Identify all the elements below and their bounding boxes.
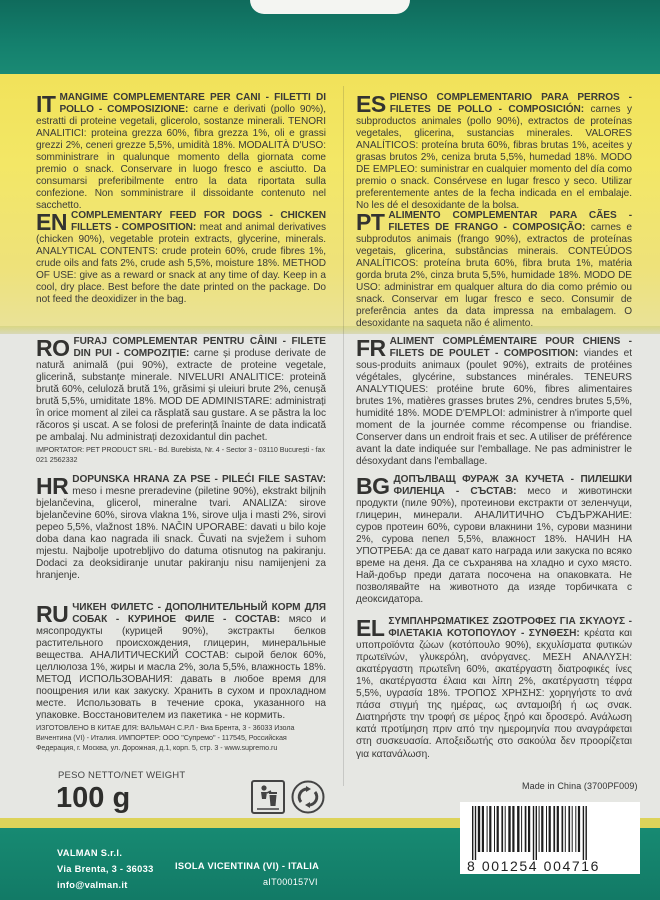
hang-notch [250, 0, 410, 14]
barcode-bar [536, 806, 537, 860]
lang-code: PT [356, 209, 385, 235]
barcode-bar [517, 806, 519, 852]
lang-code: IT [36, 91, 56, 117]
made-in-label: Made in China (3700PF009) [522, 781, 638, 791]
lang-block-ro [36, 336, 326, 465]
barcode-bar [533, 806, 534, 860]
barcode-bar [482, 806, 484, 852]
lang-text: meso i mesne preradevine (piletine 90%), ekstrakt biljnih bjelančevina, glicerol, mineralne tvari. ANALIZA: sirove bjelančevine 60%, sirova vlakna 1%, sirove ulja i masti 2%, sirovi pepeo 5,5%, vlažnost 18%. NAČIN UPORABE: davati u bilo koje doba dana kao nagrada ili snack. Čuvati na svježem i suhom mjestu. Najbolje upotrebljivo do datuma otisnutog na pakiranju. Dodaci za deoksidiranje unutar pakiranju nisu namijenjeni za hranjenje. [36, 486, 326, 582]
lang-block-bg [356, 474, 632, 607]
lang-text: мясо и мясопродукты (курицей 90%), экстракты белков растительного происхождения, глицерин, минеральные вещества. АНАЛИТИЧЕСКИЙ СОСТАВ: сырой белок 60%, целлюлоза 1%, жиры и масла 2%, зола 5,5%, влажность 18%. МЕТОД ИСПОЛЬЗОВАНИЯ: давать в любое время для поощрения или как закуску. Хранить в сухом и прохладном месте. Использовать в течение срока, указанного на упаковке. Восстановителем из пакетика - не кормить. [36, 614, 327, 722]
lang-code: HR [36, 473, 69, 499]
lang-code: EN [36, 209, 67, 235]
column-divider [343, 86, 344, 786]
lang-code: FR [356, 335, 386, 361]
lang-text: κρέατα και υποπροϊόντα ζώων (κοτόπουλο 90%), εκχυλίσματα φυτικών πρωτεϊνών, γλυκερόλη, ανόργανες. ΜΕΣΗ ΑΝΑΛΥΣΗ: ακατέργαστη πρωτεΐνη 60%, ακατέργαστη διατροφικές ίνες 1%, ακατέργαστα έλαια και λίπη 2%, ακατέργαστη τέφρα 5,5%, υγρασία 18%. ΤΡΟΠΟΣ ΧΡΗΣΗΣ: χορηγήστε το ανά πάσα στιγμή της ημέρας, ως ανταμοιβή ή ως σνακ. Διατηρήστε την τροφή σε μέρος ξηρό και δροσερό. Ανάλωση κατά προτίμηση πριν από την ημερομηνία που αναγράφεται στη συσκευασία. Αποξειδωτής στο σακούλα δεν προορίζεται για κατανάλωση. [356, 628, 632, 760]
net-weight-label: PESO NETTO/NET WEIGHT [58, 770, 186, 781]
barcode-bar [497, 806, 499, 852]
barcode-bar [553, 806, 555, 852]
barcode-bar [505, 806, 506, 852]
barcode-bar [508, 806, 510, 852]
lang-text: viandes et sous-produits animaux (poulet 90%), extraits de protéines végétales, glycérine, substances minérales. TENEURS ANALYTIQUES: protéine brute 60%, fibres alimentaires brutes 1%, matières grasses brutes 2%, cendres brutes 5,5%, humidité 18%. MODE D'EMPLOI: administrer à n'importe quel moment de la journée comme récompense ou friandise. Conserver dans un endroit frais et sec. A utiliser de préférence avant la date indiquée sur l'emballage. Ne pas administrer le désoxydant dans l'emballage. [356, 348, 632, 468]
company-email: info@valman.it [57, 880, 128, 890]
lang-block-hr [36, 474, 326, 582]
lot-code: aIT000157VI [263, 877, 318, 887]
recycle-icon [291, 780, 325, 814]
lang-code: ES [356, 91, 386, 117]
lang-block-it [36, 92, 326, 212]
lang-heading: DOPUNSKA HRANA ZA PSE - PILEĆI FILE SASTAV: [72, 474, 326, 485]
barcode-bar [565, 806, 566, 852]
lang-heading: ЧИКЕН ФИЛЕТС - ДОПОЛНИТЕЛЬНЫЙ КОРМ ДЛЯ СОБАК - КУРИНОЕ ФИЛЕ - СОСТАВ: [72, 602, 326, 626]
lang-text: meat and animal derivatives (chicken 90%), vegetable protein extracts, glycerine, minerals. ANALYTICAL CONTENTS: crude protein 60%, crude fibres 1%, crude oils and fats 2%, crude ash 5,5%, moisture 18%. METHOD OF USE: give as a reward or snack at any time of day. Keep in a cool, dry place. Best before the date printed on the package. Do not feed the deoxidizer in the bag. [36, 222, 326, 306]
lang-heading: ДОПЪЛВАЩ ФУРАЖ ЗА КУЧЕТА - ПИЛЕШКИ ФИЛЕНЦА - СЪСТАВ: [393, 474, 632, 498]
barcode-bar [539, 806, 540, 852]
barcode-bar [578, 806, 580, 852]
barcode-bar [541, 806, 543, 852]
lang-code: BG [356, 473, 390, 499]
barcode-bar [568, 806, 570, 852]
company-address: Via Brenta, 3 - 36033 [57, 864, 154, 874]
lang-heading: ALIMENTO COMPLEMENTAR PARA CÃES - FILETES DE FRANGO - COMPOSIÇÃO: [388, 210, 632, 234]
barcode-bar [549, 806, 551, 852]
importer-note: ИЗГОТОВЛЕНО В КИТАЕ ДЛЯ: ВАЛЬМАН С.Р.Л - Виа Брента, 3 - 36033 Изола Вичентина (VI) - Италия. ИМПОРТЕР: ООО "Супремо" - 117545, Российская Федерация, г. Москва, ул. Дорожная, д.1, корп. 5, стр. 3 - www.supremo.ru [36, 723, 295, 753]
importer-note: IMPORTATOR: PET PRODUCT SRL - Bd. Burebista, Nr. 4 - Sector 3 - 03110 București - fax 021 2562332 [36, 445, 325, 465]
barcode-bar [557, 806, 559, 852]
lang-code: RO [36, 335, 70, 361]
lang-text: carnes y subproductos animales (pollo 90%), extractos de proteínas vegetales, glicerina, sustancias minerales. VALORES ANALÍTICOS: proteína bruta 60%, fibras brutas 1%, aceites y grasas brutos 2%, ceniza bruta 5,5%, humedad 18%. MODO DE EMPLEO: suministrar en cualquier momento del día como premio o snack. Consérvese en lugar fresco y seco. Utilizar preferentemente antes de la fecha indicada en el embalaje. No les dé el desoxidante de la bolsa. [356, 104, 632, 212]
barcode-bar [586, 806, 587, 860]
lang-block-en [36, 210, 326, 306]
lang-block-es [356, 92, 632, 212]
barcode-bar [528, 806, 530, 852]
barcode-bar [512, 806, 514, 852]
barcode-bar [525, 806, 527, 852]
lang-block-pt [356, 210, 632, 330]
company-city: ISOLA VICENTINA (VI) - ITALIA [175, 861, 320, 871]
barcode-bar [572, 806, 573, 852]
barcode-digits: 8 001254 004716 [467, 858, 600, 874]
barcode-bar [562, 806, 564, 852]
barcode-bar [487, 806, 488, 852]
lang-block-fr [356, 336, 632, 469]
lang-heading: ALIMENT COMPLÉMENTAIRE POUR CHIENS - FILETS DE POULET - COMPOSITION: [389, 336, 632, 360]
lang-text: carne e derivati (pollo 90%), estratti di proteine vegetali, glicerolo, sostanze minerali. TENORI ANALITICI: proteina grezza 60%, fibra grezza 1%, oli e grassi grezzi 2%, ceneri grezze 5,5%, umidità 18%. MODALITÀ D'USO: somministrare in qualunque momento della giornata come premio o snack. Conservare in luogo fresco e asciutto. Da consumarsi preferibilmente entro la data riportata sulla confezione. Non somministrare il dissoidante contenuto nel sacchetto. [36, 104, 327, 212]
barcode-bar [546, 806, 547, 852]
barcode-bars [460, 804, 640, 860]
lang-heading: COMPLEMENTARY FEED FOR DOGS - CHICKEN FILLETS - COMPOSITION: [70, 210, 326, 234]
barcode-bar [501, 806, 503, 852]
company-info [57, 845, 154, 893]
lang-heading: ΣΥΜΠΛΗΡΩΜΑΤΙΚΕΣ ΖΩΟΤΡΟΦΕΣ ΓΙΑ ΣΚΥΛΟΥΣ - ΦΙΛΕΤΑΚΙΑ ΚΟΤΟΠΟΥΛΟΥ - ΣΥΝΘΕΣΗ: [388, 616, 632, 640]
lang-text: carnes e subprodutos animais (frango 90%), extractos de proteínas vegetais, glicerina, substâncias minerais. CONTEÚDOS ANALÍTICOS: proteína bruta 60%, fibra bruta 1%, matéria gorda bruta 2%, cinza bruta 5,5%, humidade 18%. MODO DE USO: administrar em qualquer altura do dia como prémio ou snack. Conservar em lugar fresco e seco. Consumir de preferência antes da data impressa na embalagem. O desoxidante na saqueta não é alimento. [356, 222, 632, 330]
barcode-bar [472, 806, 473, 860]
barcode-bar [494, 806, 495, 852]
lang-text: carne și produse derivate de natură animală (pui 90%), extracte de proteine vegetale, glicerină, substanțe minerale. NIVELURI ANALITICE: proteină brută 60%, celuloză brută 1%, grăsimi și uleiuri brute 2%, cenușă brută 5,5%, umiditate 18%. MOD DE ADMINISTARE: administrați în orice moment al zilei ca răsplată sau gustare. A se păstra la loc răcoros și uscat. A se folosi de preferință înainte de data indicată pe ambalaj. Nu administrați dezoxidantul din pachet. [36, 348, 326, 444]
lang-text: месо и животински продукти (пиле 90%), протеинови екстракти от зеленчуци, глицерин, минерали. АНАЛИТИЧНО СЪДЪРЖАНИЕ: суров протеин 60%, сурови влакнини 1%, сурови мазнини 2%, сурова пепел 5,5%, влажност 18%. НАЧИН НА УПОТРЕБА: да се дават като награда или закуска по всяко време на деня. Да се съхранява на хладно и сухо място. Най-добър преди датата посочена на опаковката. Не позволявайте на животното да изяде торбичката с деоксидатора. [356, 486, 632, 606]
barcode-bar [478, 806, 480, 852]
lang-code: EL [356, 615, 385, 641]
barcode-bar [583, 806, 584, 860]
lang-heading: FURAJ COMPLEMENTAR PENTRU CÂINI - FILETE DIN PUI - COMPOZIȚIE: [73, 336, 326, 360]
company-name: VALMAN S.r.l. [57, 848, 123, 858]
lang-block-el [356, 616, 632, 761]
waste-bin-icon [251, 780, 285, 814]
barcode-bar [475, 806, 476, 860]
lang-heading: MANGIME COMPLEMENTARE PER CANI - FILETTI DI POLLO - COMPOSIZIONE: [59, 92, 326, 116]
barcode-bar [575, 806, 576, 852]
lang-code: RU [36, 601, 69, 627]
barcode-bar [521, 806, 522, 852]
lang-heading: PIENSO COMPLEMENTARIO PARA PERROS - FILETES DE POLLO - COMPOSICIÓN: [389, 92, 632, 116]
lang-block-ru [36, 602, 326, 753]
net-weight-value: 100 g [56, 782, 131, 814]
barcode-bar [489, 806, 491, 852]
